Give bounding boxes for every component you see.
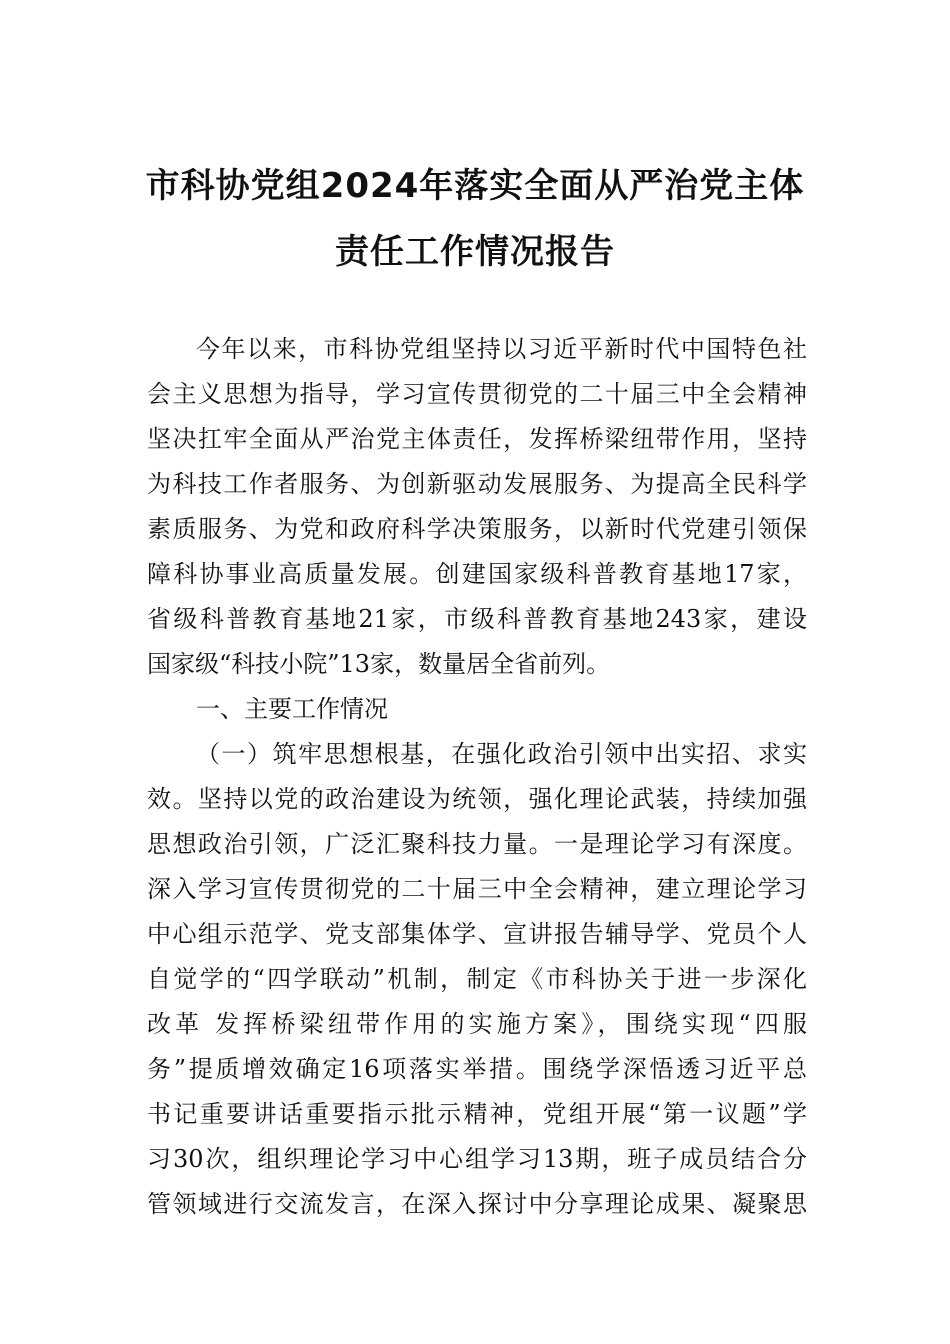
document-title-line-2: 责任工作情况报告 [335,232,615,272]
intro-paragraph-line: 障科协事业高质量发展。创建国家级科普教育基地17家， [147,560,807,588]
section-paragraph-line: 效。坚持以党的政治建设为统领，强化理论武装，持续加强 [147,785,807,813]
intro-paragraph-line: 省级科普教育基地21家，市级科普教育基地243家，建设 [147,605,807,633]
section-paragraph-line: （一）筑牢思想根基，在强化政治引领中出实招、求实 [196,740,807,768]
section-heading: 一、主要工作情况 [196,695,388,723]
section-paragraph-line: 思想政治引领，广泛汇聚科技力量。一是理论学习有深度。 [147,830,807,858]
section-paragraph-line: 自觉学的“四学联动”机制，制定《市科协关于进一步深化 [147,965,807,993]
section-paragraph-line: 习30次，组织理论学习中心组学习13期，班子成员结合分 [147,1145,807,1173]
section-paragraph-line: 管领域进行交流发言，在深入探讨中分享理论成果、凝聚思 [147,1190,807,1218]
intro-paragraph-line: 会主义思想为指导，学习宣传贯彻党的二十届三中全会精神 [147,380,807,408]
section-paragraph-line: 务”提质增效确定16项落实举措。围绕学深悟透习近平总 [147,1055,807,1083]
document-title-line-1: 市科协党组2024年落实全面从严治党主体 [145,166,805,206]
intro-paragraph-line: 素质服务、为党和政府科学决策服务，以新时代党建引领保 [147,515,807,543]
intro-paragraph-line: 国家级“科技小院”13家，数量居全省前列。 [147,650,611,678]
section-paragraph-line: 中心组示范学、党支部集体学、宣讲报告辅导学、党员个人 [147,920,807,948]
intro-paragraph-line: 为科技工作者服务、为创新驱动发展服务、为提高全民科学 [147,470,807,498]
section-paragraph-line: 书记重要讲话重要指示批示精神，党组开展“第一议题”学 [147,1100,807,1128]
intro-paragraph-line: 坚决扛牢全面从严治党主体责任，发挥桥梁纽带作用，坚持 [147,425,807,453]
intro-paragraph-line: 今年以来，市科协党组坚持以习近平新时代中国特色社 [196,335,807,363]
section-paragraph-line: 深入学习宣传贯彻党的二十届三中全会精神，建立理论学习 [147,875,807,903]
section-paragraph-line: 改革 发挥桥梁纽带作用的实施方案》，围绕实现“四服 [147,1010,807,1038]
